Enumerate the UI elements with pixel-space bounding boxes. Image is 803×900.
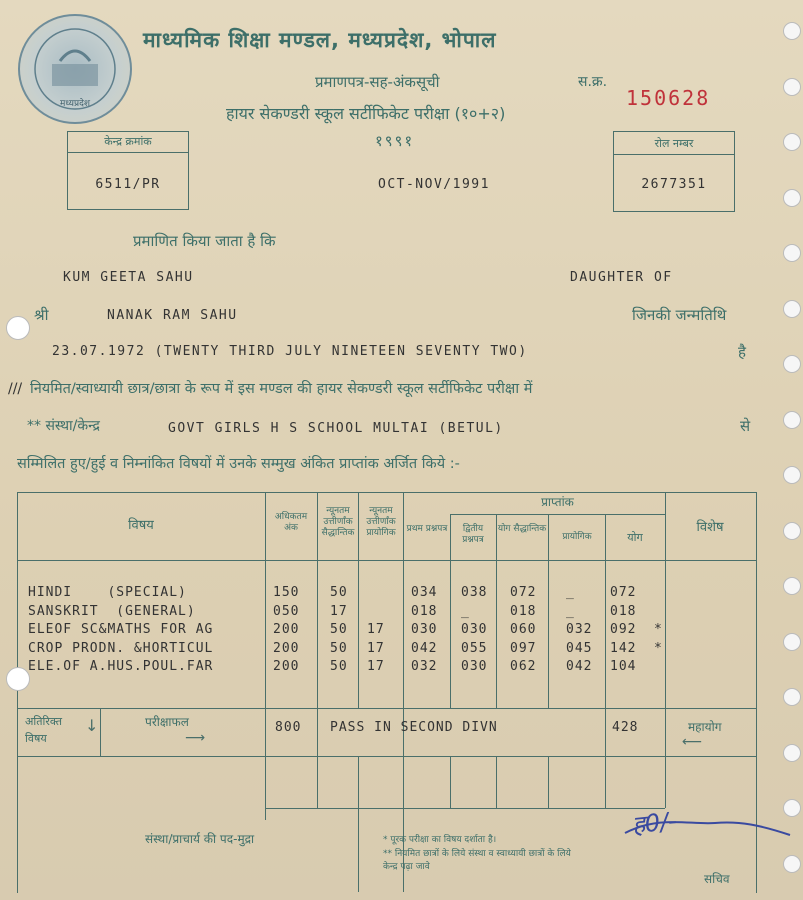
header-remarks: विशेष [696, 520, 724, 535]
cell-min-th: 17 [330, 603, 348, 619]
cell-total: 092 [610, 622, 637, 637]
cell-min-pr: 17 [367, 640, 385, 656]
punch-hole-top [6, 316, 30, 340]
grand-total: 428 [612, 720, 639, 735]
session: OCT-NOV/1991 [378, 177, 490, 192]
binding-hole [783, 688, 801, 706]
table-row [0, 604, 740, 622]
header-min-theory: न्यूनतम उत्तीर्णांक सैद्धान्तिक [321, 506, 355, 538]
roll-box [613, 131, 735, 212]
cell-subject: ELE.OF A.HUS.POUL.FAR [28, 659, 214, 674]
cell-mark: * [654, 640, 663, 656]
seal-label: संस्था/प्राचार्य की पद-मुद्रा [145, 832, 255, 846]
dob-label: जिनकी जन्मतिथि [632, 306, 727, 324]
centre-value: 6511/PR [95, 177, 161, 192]
header-max: अधिकतम अंक [274, 512, 308, 533]
cell-th: 097 [510, 640, 537, 656]
binding-hole [783, 189, 801, 207]
certificate-subtitle: प्रमाणपत्र-सह-अंकसूची [315, 73, 440, 91]
father-name: NANAK RAM SAHU [107, 308, 238, 323]
centre-box [67, 131, 189, 210]
cell-min-pr: 17 [367, 659, 385, 674]
seal-text: मध्यप्रदेश [59, 99, 90, 109]
binding-hole [783, 577, 801, 595]
left-arrow-icon: ⟵ [682, 734, 703, 750]
serial-label: स.क्र. [578, 74, 608, 90]
hai-label: है [738, 343, 746, 361]
cell-p2: 055 [461, 640, 488, 656]
cell-min-pr: 17 [367, 622, 385, 637]
cell-subject: SANSKRIT (GENERAL) [28, 603, 196, 619]
cell-max: 200 [273, 659, 300, 674]
roll-label: रोल नम्बर [614, 136, 734, 155]
cell-max: 150 [273, 585, 300, 600]
down-arrow-icon: ↓ [85, 716, 99, 735]
cell-p1: 030 [411, 622, 438, 637]
note-1: * पूरक परीक्षा का विषय दर्शाता है। [383, 835, 497, 845]
header-paper1: प्रथम प्रश्नपत्र [406, 524, 448, 534]
body-line3: सम्मिलित हुए/हुई व निम्नांकित विषयों में उनके सम्मुख अंकित प्राप्तांक अर्जित किये :- [17, 456, 460, 472]
board-seal [18, 14, 132, 124]
cell-mark: * [654, 622, 663, 637]
result-value: PASS IN SECOND DIVN [330, 720, 498, 735]
cell-th: 072 [510, 585, 537, 600]
binding-hole [783, 466, 801, 484]
cell-min-th: 50 [330, 659, 348, 674]
shri-label: श्री [34, 306, 49, 324]
student-name: KUM GEETA SAHU [63, 270, 194, 285]
exam-year: १९९१ [375, 132, 415, 150]
binding-hole [783, 855, 801, 873]
cell-th: 062 [510, 659, 537, 674]
binding-hole [783, 78, 801, 96]
cell-p2: 038 [461, 585, 488, 600]
line1-prefix: /// [8, 381, 23, 397]
relation: DAUGHTER OF [570, 270, 673, 285]
cell-min-th: 50 [330, 640, 348, 656]
punch-hole-bottom [6, 667, 30, 691]
table-row [0, 641, 740, 659]
table-row [0, 659, 740, 677]
cell-pr: 042 [566, 659, 593, 674]
cell-subject: HINDI (SPECIAL) [28, 585, 187, 600]
secretary-label: सचिव [704, 872, 730, 886]
roll-value: 2677351 [641, 177, 707, 192]
institution-label: ** संस्था/केन्द्र [27, 418, 100, 434]
cell-p1: 042 [411, 640, 438, 656]
header-theory-total: योग सैद्धान्तिक [497, 524, 547, 534]
header-subject: विषय [128, 518, 154, 533]
grand-max: 800 [275, 720, 302, 735]
cell-p2: _ [461, 603, 470, 619]
right-arrow-icon: ⟶ [185, 730, 206, 746]
header-practical: प्रायोगिक [562, 532, 592, 542]
binding-hole [783, 133, 801, 151]
header-min-prac: न्यूनतम उत्तीर्णांक प्रायोगिक [366, 506, 396, 538]
binding-hole [783, 522, 801, 540]
binding-hole [783, 633, 801, 651]
cell-min-th: 50 [330, 585, 348, 600]
binding-hole [783, 411, 801, 429]
dob-value: 23.07.1972 (TWENTY THIRD JULY NINETEEN SEVENTY TWO) [52, 344, 528, 359]
cell-subject: CROP PRODN. &HORTICUL [28, 640, 214, 656]
cell-p2: 030 [461, 659, 488, 674]
cell-max: 050 [273, 603, 300, 619]
result-label: परीक्षाफल [145, 715, 189, 729]
cell-p2: 030 [461, 622, 488, 637]
header-obtained: प्राप्तांक [541, 495, 574, 509]
binding-hole [783, 300, 801, 318]
extra-subject-label: अतिरिक्त विषय [25, 715, 63, 745]
institution: GOVT GIRLS H S SCHOOL MULTAI (BETUL) [168, 421, 504, 436]
grand-label: महायोग [688, 720, 722, 734]
cell-total: 104 [610, 659, 637, 674]
cell-pr: _ [566, 603, 575, 619]
cell-pr: _ [566, 585, 575, 600]
cell-max: 200 [273, 622, 300, 637]
board-title: माध्यमिक शिक्षा मण्डल, मध्यप्रदेश, भोपाल [143, 28, 497, 52]
body-line1: नियमित/स्वाध्यायी छात्र/छात्रा के रूप में इस मण्डल की हायर सेकण्डरी स्कूल सर्टीफिकेट परीक्षा में [30, 381, 533, 397]
binding-hole [783, 355, 801, 373]
cell-pr: 045 [566, 640, 593, 656]
table-row [0, 585, 740, 603]
cell-th: 060 [510, 622, 537, 637]
cell-min-th: 50 [330, 622, 348, 637]
cell-total: 072 [610, 585, 637, 600]
cell-total: 018 [610, 603, 637, 619]
signature-stroke [620, 805, 795, 855]
centre-label: केन्द्र क्रमांक [68, 134, 188, 153]
cell-max: 200 [273, 640, 300, 656]
header-paper2: द्वितीय प्रश्नपत्र [462, 524, 484, 545]
exam-name: हायर सेकण्डरी स्कूल सर्टीफिकेट परीक्षा (१०+२) [226, 104, 506, 123]
signature: ह0/- [630, 806, 679, 840]
cell-total: 142 [610, 640, 637, 656]
se-label: से [740, 417, 751, 435]
note-2: ** नियमित छात्रों के लिये संस्था व स्वाध्यायी छात्रों के लिये केन्द्र पढ़ा जावे [383, 849, 571, 872]
binding-hole [783, 22, 801, 40]
binding-hole [783, 799, 801, 817]
cell-th: 018 [510, 603, 537, 619]
certify-text: प्रमाणित किया जाता है कि [133, 232, 276, 250]
cell-subject: ELEOF SC&MATHS FOR AG [28, 622, 214, 637]
header-total: योग [627, 531, 643, 544]
cell-pr: 032 [566, 622, 593, 637]
cell-p1: 018 [411, 603, 438, 619]
table-row [0, 622, 740, 640]
binding-hole [783, 244, 801, 262]
cell-p1: 032 [411, 659, 438, 674]
serial-number: 150628 [626, 86, 711, 110]
binding-hole [783, 744, 801, 762]
cell-p1: 034 [411, 585, 438, 600]
